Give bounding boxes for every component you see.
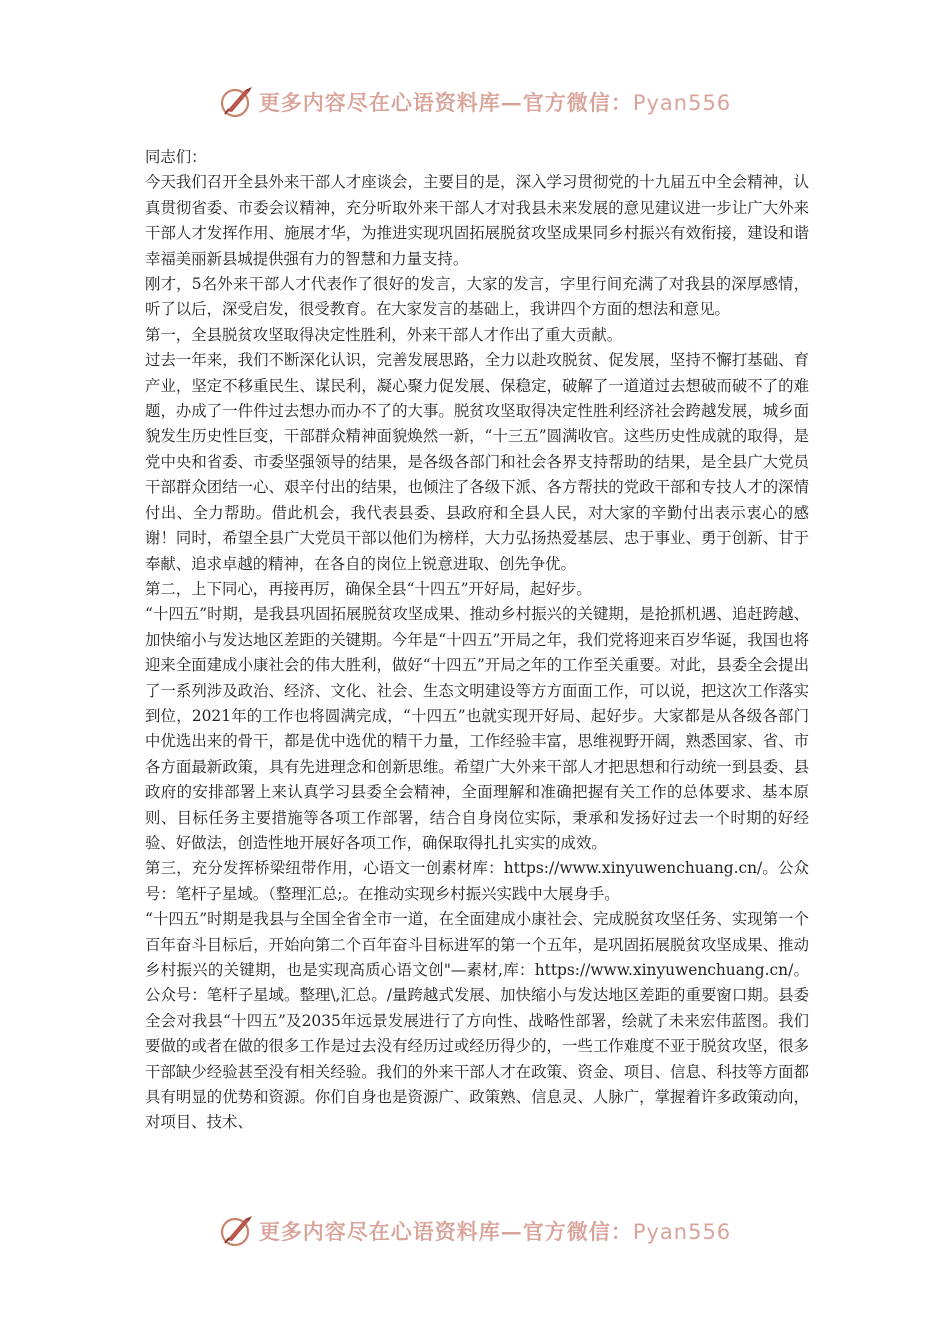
paragraph: 过去一年来，我们不断深化认识，完善发展思路，全力以赴攻脱贫、促发展，坚持不懈打基础、育产业，坚定不移重民生、谋民利，凝心聚力促发展、保稳定，破解了一道道过去想破而破不了的难题，办成了一件件过去想办而办不了的大事。脱贫攻坚取得决定性胜利经济社会跨越发展，城乡面貌发生历史性巨变，干部群众精神面貌焕然一新，“十三五”圆满收官。这些历史性成就的取得，是党中央和省委、市委坚强领导的结果，是各级各部门和社会各界支持帮助的结果，是全县广大党员干部群众团结一心、艰辛付出的结果，也倾注了各级下派、各方帮扶的党政干部和专技人才的深情付出、全力帮助。借此机会，我代表县委、县政府和全县人民，对大家的辛勤付出表示衷心的感谢！同时，希望全县广大党员干部以他们为榜样，大力弘扬热爱基层、忠于事业、勇于创新、甘于奉献、追求卓越的精神，在各自的岗位上锐意进取、创先争优。 <box>145 351 809 573</box>
section-heading: 第二，上下同心，再接再厉，确保全县“十四五”开好局，起好步。 <box>145 579 592 598</box>
watermark-account: Pyan556 <box>632 1220 732 1244</box>
paragraph: 今天我们召开全县外来干部人才座谈会，主要目的是，深入学习贯彻党的十九届五中全会精神，认真贯彻省委、市委会议精神，充分听取外来干部人才对我县未来发展的意见建议进一步让广大外来干部人才发挥作用、施展才华，为推进实现巩固拓展脱贫攻坚成果同乡村振兴有效衔接，建设和谐幸福美丽新县城提供强有力的智慧和力量支持。 <box>145 173 809 268</box>
paragraph: “十四五”时期是我县与全国全省全市一道，在全面建成小康社会、完成脱贫攻坚任务、实现第一个百年奋斗目标后，开始向第二个百年奋斗目标进军的第一个五年，是巩固拓展脱贫攻坚成果、推动乡村振兴的关键期，也是实现高质心语文创"—素材,库：https://www.xinyuwenchuang.cn/。公众号：笔杆子星域。整理\,汇总。/量跨越式发展、加快缩小与发达地区差距的重要窗口期。县委全会对我县“十四五”及2035年远景发展进行了方向性、战略性部署，绘就了未来宏伟蓝图。我们要做的或者在做的很多工作是过去没有经历过或经历得少的，一些工作难度不亚于脱贫攻坚，很多干部缺少经验甚至没有相关经验。我们的外来干部人才在政策、资金、项目、信息、科技等方面都具有明显的优势和资源。你们自身也是资源广、政策熟、信息灵、人脉广，掌握着许多政策动向，对项目、技术、 <box>145 910 809 1132</box>
top-watermark-banner <box>0 82 950 122</box>
bottom-watermark-banner <box>0 1211 950 1251</box>
quill-logo-icon <box>219 1213 255 1249</box>
quill-logo-icon <box>219 84 255 120</box>
watermark-text <box>259 87 731 117</box>
paragraph: “十四五”时期，是我县巩固拓展脱贫攻坚成果、推动乡村振兴的关键期，是抢抓机遇、追赶跨越、加快缩小与发达地区差距的关键期。今年是“十四五”开局之年，我们党将迎来百岁华诞，我国也将迎来全面建成小康社会的伟大胜利，做好“十四五”开局之年的工作至关重要。对此，县委全会提出了一系列涉及政治、经济、文化、社会、生态文明建设等方方面面工作，可以说，把这次工作落实到位，2021年的工作也将圆满完成，“十四五”也就实现开好局、起好步。大家都是从各级各部门中优选出来的骨干，都是优中选优的精干力量，工作经验丰富，思维视野开阔，熟悉国家、省、市各方面最新政策，具有先进理念和创新思维。希望广大外来干部人才把思想和行动统一到县委、县政府的安排部署上来认真学习县委全会精神，全面理解和准确把握有关工作的总体要求、基本原则、目标任务主要措施等各项工作部署，结合自身岗位实际，秉承和发扬好过去一个时期的好经验、好做法，创造性地开展好各项工作，确保取得扎扎实实的成效。 <box>145 605 809 852</box>
watermark-text <box>259 1216 731 1246</box>
document-body <box>145 145 809 1136</box>
watermark-main: 更多内容尽在心语资料库—官方微信： <box>258 90 633 115</box>
section-heading: 第一，全县脱贫攻坚取得决定性胜利，外来干部人才作出了重大贡献。 <box>145 325 623 344</box>
paragraph: 刚才，5名外来干部人才代表作了很好的发言，大家的发言，字里行间充满了对我县的深厚感情，听了以后，深受启发，很受教育。在大家发言的基础上，我讲四个方面的想法和意见。 <box>145 275 809 319</box>
section-heading: 第三，充分发挥桥梁纽带作用，心语文一创素材库：https://www.xinyuwenchuang.cn/。公众号：笔杆子星域。（整理汇总;。在推动实现乡村振兴实践中大展身手。 <box>145 859 809 903</box>
watermark-main: 更多内容尽在心语资料库—官方微信： <box>258 1219 633 1244</box>
greeting: 同志们： <box>145 148 207 166</box>
watermark-account: Pyan556 <box>632 91 732 115</box>
